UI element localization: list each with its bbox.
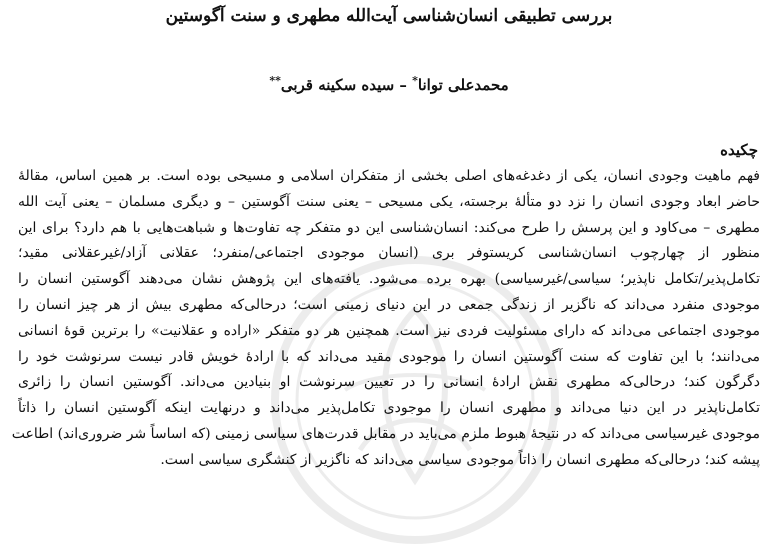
abstract-line: دگرگون کند؛ درحالی‌که مطهری نقش ارادهٔ انسانی را در تعیین سرنوشت او بنیادین می‌داند. آگوستین انسان را زائری [18, 374, 760, 391]
abstract-heading: چکیده [720, 141, 758, 159]
author-name-1: محمدعلی توانا [417, 76, 509, 94]
abstract-line: موجودی غیرسیاسی می‌داند که در نتیجهٔ هبوط ملزم می‌باید در مقابل قدرت‌های سیاسی زمینی (که اساساً شر ضروری‌اند) اطاعت [11, 425, 760, 442]
abstract-line: منظور از چهارچوب انسان‌شناسی کریستوفر بری (انسان موجودی اجتماعی/منفرد؛ عقلانی آزاد/غیرعقلانی مقید؛ [18, 245, 760, 262]
article-title: بررسی تطبیقی انسان‌شناسی آیت‌الله مطهری و سنت آگوستین [165, 6, 613, 26]
abstract-line: تکامل‌ناپذیر در این دنیا می‌داند و مطهری انسان را موجودی تکامل‌پذیر می‌داند و درنهایت اینکه آگوستین انسان را ذاتاً [18, 400, 760, 417]
abstract-line: حاضر ابعاد وجودی انسان را نزد دو متألهٔ برجسته، یکی مسیحی – یعنی سنت آگوستین – و دیگری مسلمان – یعنی آیت الله [18, 193, 760, 210]
abstract-line: موجودی منفرد می‌داند که ناگزیر از زندگی جمعی در این دنیای زمینی است؛ درحالی‌که مطهری بیش از هر چیز انسان را [18, 296, 760, 313]
abstract-line: فهم ماهیت وجودی انسان، یکی از دغدغه‌های اصلی بخشی از متفکران اسلامی و مسیحی بوده است. بر همین اساس، مقالهٔ [18, 168, 760, 184]
abstract-line: می‌دانند؛ با این تفاوت که سنت آگوستین انسان را موجودی مقید می‌داند که با ارادهٔ خویش قادر نیست سرنوشت خود را [18, 348, 760, 365]
author-footnote-mark-2: ** [269, 74, 281, 87]
abstract-body [11, 164, 760, 474]
abstract-line: موجودی اجتماعی می‌داند که دارای مسئولیت فردی نیز است. همچنین هر دو متفکر «اراده و عقلانیت» را برترین قوهٔ انسانی [18, 322, 760, 339]
author-line [0, 74, 778, 96]
abstract-line: مطهری – می‌کاود و این پرسش را طرح می‌کند: انسان‌شناسی این دو متفکر چه تفاوت‌ها و شباهت‌هایی با هم دارد؟ برای این [18, 219, 760, 236]
author-name-2: سیده سکینه قربی [280, 76, 395, 94]
abstract-line: پیشه کند؛ درحالی‌که مطهری انسان را ذاتاً موجودی سیاسی می‌داند که ناگزیر از کنشگری سیاسی است. [160, 451, 760, 468]
author-separator: – [394, 76, 407, 94]
abstract-line: تکامل‌پذیر/تکامل ناپذیر؛ سیاسی/غیرسیاسی) بهره برده می‌شود. یافته‌های این پژوهش نشان می‌دهند آگوستین انسان را [18, 271, 760, 288]
author-footnote-mark-1: * [412, 74, 418, 87]
